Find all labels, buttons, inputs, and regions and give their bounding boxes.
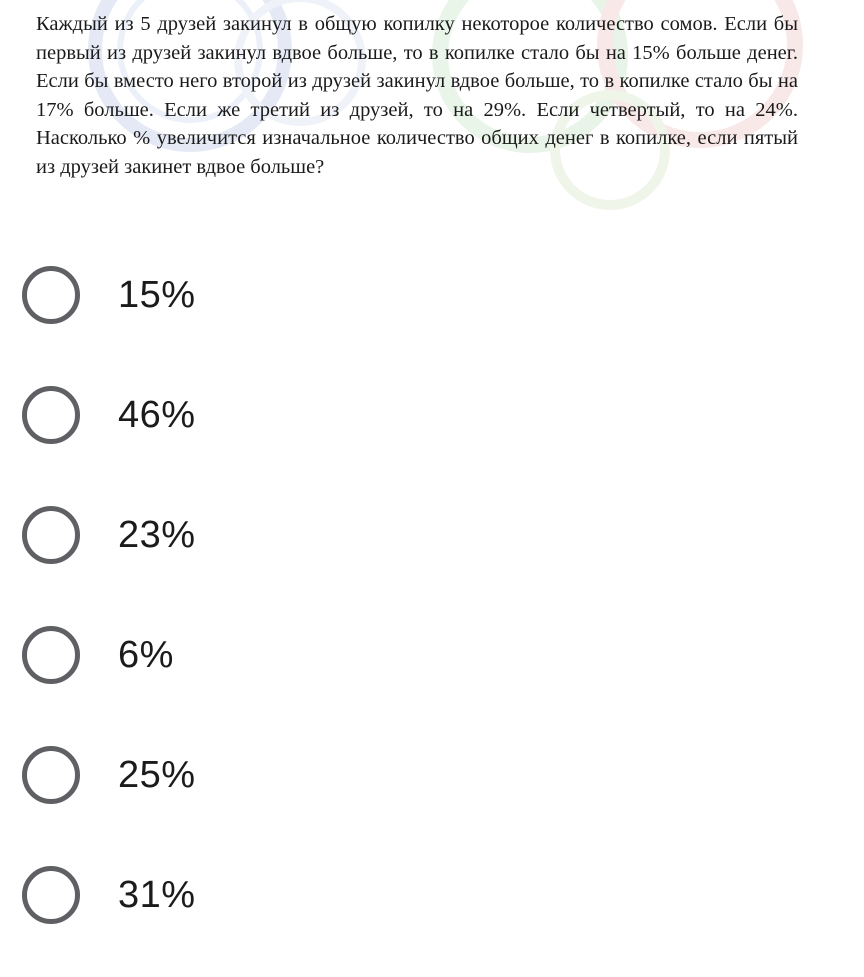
radio-button[interactable]: [22, 626, 80, 684]
option-label: 25%: [118, 753, 196, 796]
radio-button[interactable]: [22, 746, 80, 804]
option-1[interactable]: [0, 235, 864, 355]
radio-button[interactable]: [22, 266, 80, 324]
radio-button[interactable]: [22, 866, 80, 924]
question-text: Каждый из 5 друзей закинул в общую копилку некоторое количество сомов. Если бы первый из друзей закинул вдвое больше, то в копилке стало бы на 15% больше денег. Если бы вместо него второй из друзей закинул вдвое больше, то в копилке стало бы на 17% больше. Если же третий из друзей, то на 29%. Если четвертый, то на 24%. Насколько % увеличится изначальное количество общих денег в копилке, если пятый из друзей закинет вдвое больше?: [36, 13, 798, 178]
option-label: 46%: [118, 393, 196, 436]
option-2[interactable]: [0, 355, 864, 475]
answer-options: [0, 235, 864, 955]
option-4[interactable]: [0, 595, 864, 715]
option-6[interactable]: [0, 835, 864, 955]
question-block: [36, 10, 798, 182]
option-5[interactable]: [0, 715, 864, 835]
option-3[interactable]: [0, 475, 864, 595]
option-label: 15%: [118, 273, 196, 316]
option-label: 31%: [118, 873, 196, 916]
radio-button[interactable]: [22, 386, 80, 444]
option-label: 6%: [118, 633, 174, 676]
option-label: 23%: [118, 513, 196, 556]
radio-button[interactable]: [22, 506, 80, 564]
